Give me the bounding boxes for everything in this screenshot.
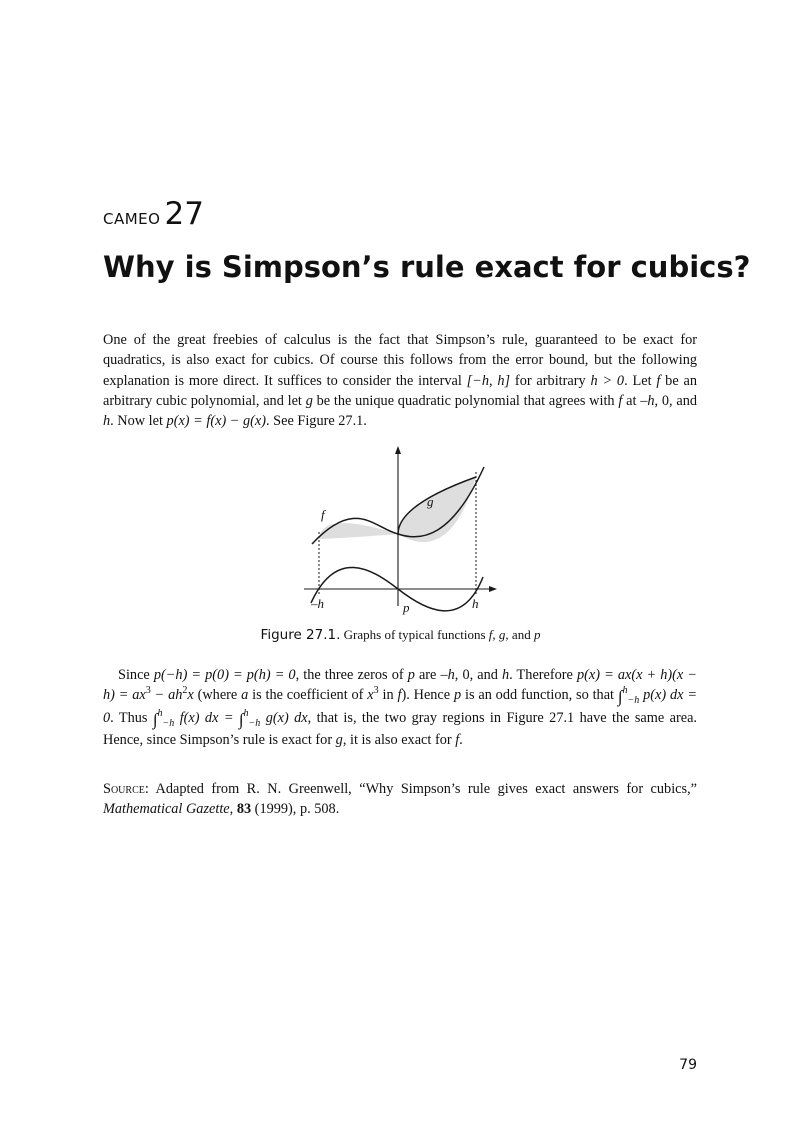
gray-region-left [319,523,398,539]
label-g: g [427,494,434,509]
figure-27-1 [296,446,500,618]
page-title: Why is Simpson’s rule exact for cubics? [103,250,751,284]
intro-paragraph: One of the great freebies of calculus is the fact that Simpson’s rule, guaranteed to be exact for quadratics, is also exact for cubics. Of course this follows from the error bound, but the following explanation is more direct. It suffices to consider the interval [−h, h] for arbitrary h > 0. Let f be an arbitrary cubic polynomial, and let g be the unique quadratic polynomial that agrees with f at –h, 0, and h. Now let p(x) = f(x) − g(x). See Figure 27.1. [103,332,698,430]
label-p: p [403,600,410,615]
figure-caption-label: Figure 27.1. [260,627,341,643]
label-f: f [321,507,325,522]
figure-caption: Figure 27.1. Graphs of typical functions f, g, and p [260,627,541,643]
cameo-label: CAMEO [103,210,161,228]
source-citation: Source: Adapted from R. N. Greenwell, “Why Simpson’s rule gives exact answers for cubics,” Mathematical Gazette, 83 (1999), p. 508. [103,781,697,818]
label-pos-h: h [472,596,479,611]
cameo-header [103,196,204,232]
cameo-number: 27 [164,196,204,232]
source-label: Source [103,781,145,797]
page-number: 79 [679,1057,697,1073]
gray-region-right [398,477,476,542]
journal-volume: 83 [236,801,252,818]
body-paragraph: Since p(−h) = p(0) = p(h) = 0, the three zeros of p are –h, 0, and h. Therefore $p(x) = ax(x + h)(x - h) = ax^3 - ah^2x$ (where a is the coefficient of $x^3$ in f). Hence p is an odd function, so that ∫$^h_{-h}$ p(x) dx = 0. Thus ∫$^h_{-h}$ f(x) dx = ∫$^h_{-h}$ g(x) dx, that is, the two gray regions in Figure 27.1 have the same area. Hence, since Simpson’s rule is exact for g, it is also exact for f. [103,667,698,748]
journal-name: Mathematical Gazette [103,801,230,818]
label-neg-h: –h [311,596,324,611]
